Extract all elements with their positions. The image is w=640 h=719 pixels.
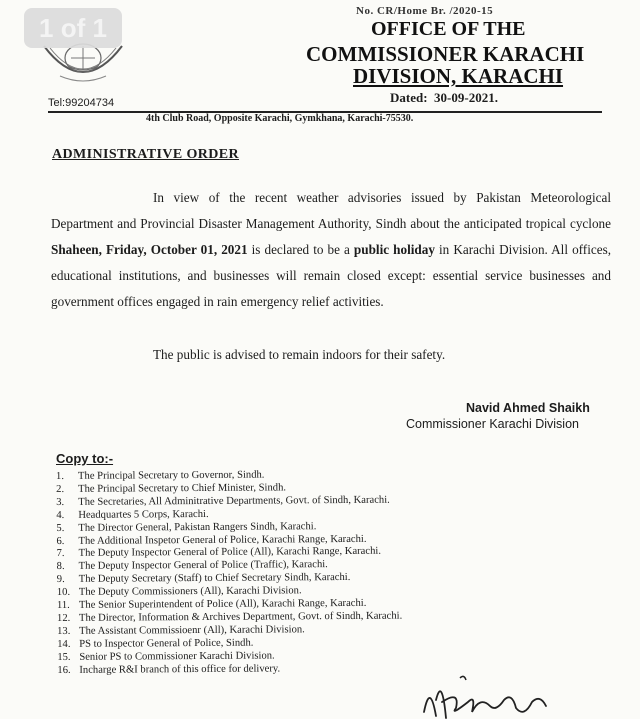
copy-to-item-text: The Deputy Inspector General of Police (Traffic), Karachi. [78,559,328,573]
copy-to-item-number: 9. [56,574,65,586]
copy-to-item-number: 2. [56,483,65,495]
copy-to-item-number: 14. [57,638,71,650]
copy-to-item-text: The Director, Information & Archives Department, Govt. of Sindh, Karachi. [78,610,403,624]
dated-line [390,90,498,106]
dated-label: Dated: [390,90,428,105]
copy-to-item-text: The Secretaries, All Adminitrative Departments, Govt. of Sindh, Karachi. [78,494,390,508]
signatory-title: Commissioner Karachi Division [406,417,579,431]
copy-to-item-text: The Additional Inspetor General of Police, Karachi Range, Karachi. [78,533,367,547]
public-advice: The public is advised to remain indoors for their safety. [153,347,446,362]
copy-to-item-number: 6. [56,535,65,547]
copy-to-item-number: 15. [57,651,71,663]
page-counter-badge: 1 of 1 [24,8,122,48]
office-address: 4th Club Road, Opposite Karachi, Gymkhana, Karachi-75530. [146,113,414,124]
signatory-name: Navid Ahmed Shaikh [466,401,590,415]
office-title-line-3: DIVISION, KARACHI [353,64,564,88]
public-holiday-bold: public holiday [353,242,435,257]
copy-to-item-number: 7. [56,548,65,560]
copy-to-item-text: The Senior Superintendent of Police (All), Karachi Range, Karachi. [78,597,367,611]
copy-to-item-text: The Deputy Secretary (Staff) to Chief Secretary Sindh, Karachi. [78,572,351,586]
copy-to-item-text: Incharge R&I branch of this office for delivery. [79,663,281,676]
copy-to-item-text: The Director General, Pakistan Rangers Sindh, Karachi. [78,520,317,534]
cyclone-date-bold: Shaheen, Friday, October 01, 2021 [51,242,248,257]
copy-to-item-text: Headquartes 5 Corps, Karachi. [78,508,209,521]
copy-to-item-text: PS to Inspector General of Police, Sindh. [79,637,254,650]
dated-value: 30-09-2021. [434,90,498,105]
order-text-1: In view of the recent weather advisories issued by Pakistan Meteorological Department and Provincial Disaster Management Authority, Sindh about the anticipated tropical cyclone [51,190,611,231]
copy-to-heading: Copy to:- [56,451,114,466]
copy-to-item-number: 4. [56,509,65,521]
order-body-paragraph [51,185,611,315]
copy-to-item [57,572,402,587]
copy-to-item-number: 1. [56,470,65,482]
copy-to-item-text: Senior PS to Commissioner Karachi Division. [79,650,275,663]
handwritten-signature [420,672,590,719]
copy-to-item-number: 8. [56,561,65,573]
copy-to-item-text: The Principal Secretary to Chief Minister, Sindh. [78,482,287,495]
order-text-3: in Karachi Division. All offices, educational institutions, and businesses will remain closed except: essential service businesses and government offices engaged in rain emergency relief activities. [51,242,612,309]
copy-to-item-text: The Deputy Inspector General of Police (All), Karachi Range, Karachi. [78,546,382,560]
copy-to-item-number: 12. [56,612,71,624]
copy-to-item-text: The Deputy Commissioners (All), Karachi Division. [78,585,302,598]
copy-to-item-number: 10. [56,587,71,599]
copy-to-item-number: 13. [57,625,71,637]
copy-to-list [56,469,403,678]
copy-to-item-number: 3. [56,496,65,508]
order-text-2: is declared to be a [247,242,354,257]
office-title-line-2: COMMISSIONER KARACHI [306,42,585,66]
copy-to-item [56,494,401,509]
reference-number: No. CR/Home Br. /2020-15 [356,5,494,17]
copy-to-item [57,662,402,677]
copy-to-item-text: The Principal Secretary to Governor, Sindh. [77,469,265,482]
copy-to-item [57,611,402,626]
order-title: ADMINISTRATIVE ORDER [52,147,240,162]
copy-to-item-number: 11. [56,599,70,612]
copy-to-item-number: 5. [56,522,65,534]
office-title-line-1: OFFICE OF THE [371,18,526,40]
telephone-number: Tel:99204734 [48,97,115,109]
copy-to-item-text: The Assistant Commissioenr (All), Karachi Division. [79,624,305,637]
copy-to-item-number: 16. [57,664,71,676]
